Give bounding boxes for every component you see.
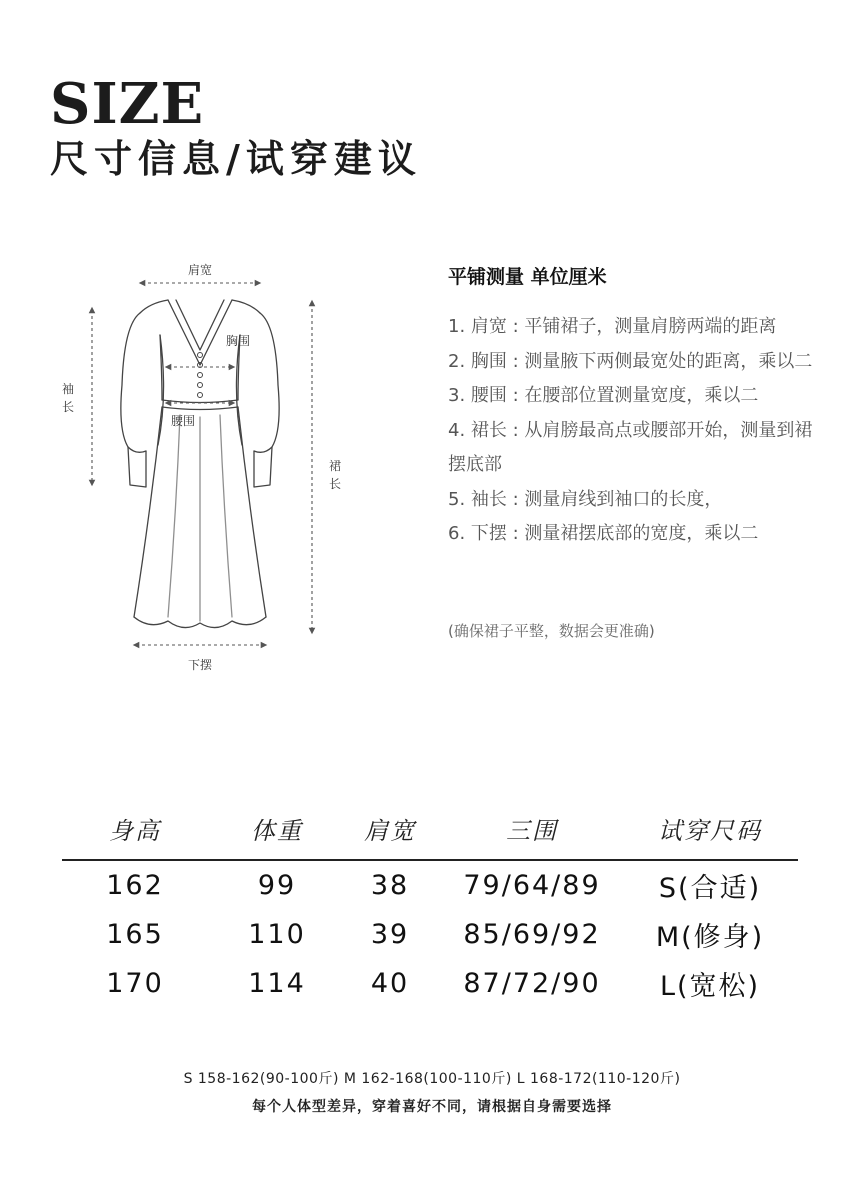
- cell-size: S(合适): [658, 873, 762, 904]
- measurement-item: 3. 腰围 : 在腰部位置测量宽度，乘以二: [448, 385, 759, 406]
- cell-weight: 114: [248, 968, 306, 999]
- measurement-note: (确保裙子平整，数据会更准确): [448, 622, 655, 640]
- dress-diagram: [50, 255, 380, 685]
- cell-weight: 99: [257, 870, 297, 901]
- measurement-list: [448, 310, 818, 552]
- label-sleeve-1: 袖: [61, 382, 75, 396]
- cell-measurements: 85/69/92: [463, 919, 601, 950]
- header-height: 身高: [109, 816, 161, 845]
- label-waist: 腰围: [170, 414, 196, 428]
- size-ranges: S 158-162(90-100斤) M 162-168(100-110斤) L 168-172(110-120斤): [183, 1071, 681, 1087]
- cell-height: 165: [106, 919, 164, 950]
- measurement-item: 6. 下摆 : 测量裙摆底部的宽度，乘以二: [448, 523, 759, 544]
- header-shoulder: 肩宽: [364, 816, 416, 845]
- cell-shoulder: 40: [370, 968, 410, 999]
- size-table: [62, 805, 798, 1008]
- table-row: [62, 861, 798, 910]
- measurement-item: 2. 胸围 : 测量腋下两侧最宽处的距离，乘以二: [448, 350, 813, 372]
- cell-height: 162: [106, 870, 164, 901]
- label-length-2: 长: [328, 477, 342, 491]
- measurement-item: 4. 裙长 : 从肩膀最高点或腰部开始，测量到裙摆底部: [448, 419, 813, 475]
- cell-height: 170: [106, 968, 164, 999]
- cell-measurements: 79/64/89: [463, 870, 601, 901]
- measurement-item: 5. 袖长 : 测量肩线到袖口的长度，: [448, 488, 723, 510]
- page-title: SIZE: [50, 71, 205, 137]
- cell-shoulder: 39: [370, 919, 410, 950]
- header-weight: 体重: [251, 816, 303, 845]
- label-hem: 下摆: [187, 658, 213, 672]
- label-shoulder: 肩宽: [187, 263, 213, 277]
- measurement-heading: 平铺测量 单位厘米: [448, 266, 607, 288]
- cell-measurements: 87/72/90: [463, 968, 601, 999]
- label-length-1: 裙: [328, 459, 342, 473]
- page-subtitle: 尺寸信息/试穿建议: [50, 137, 422, 181]
- table-header: [62, 805, 798, 861]
- label-chest: 胸围: [225, 334, 251, 348]
- fit-advice: 每个人体型差异，穿着喜好不同，请根据自身需要选择: [252, 1099, 612, 1115]
- cell-size: L(宽松): [659, 971, 761, 1002]
- cell-size: M(修身): [655, 922, 765, 953]
- cell-weight: 110: [248, 919, 306, 950]
- label-sleeve-2: 长: [61, 400, 75, 414]
- header-measurements: 三围: [506, 816, 558, 845]
- cell-shoulder: 38: [370, 870, 410, 901]
- table-row: [62, 959, 798, 1008]
- table-row: [62, 910, 798, 959]
- measurement-item: 1. 肩宽 : 平铺裙子，测量肩膀两端的距离: [448, 316, 777, 337]
- header-size: 试穿尺码: [658, 816, 762, 845]
